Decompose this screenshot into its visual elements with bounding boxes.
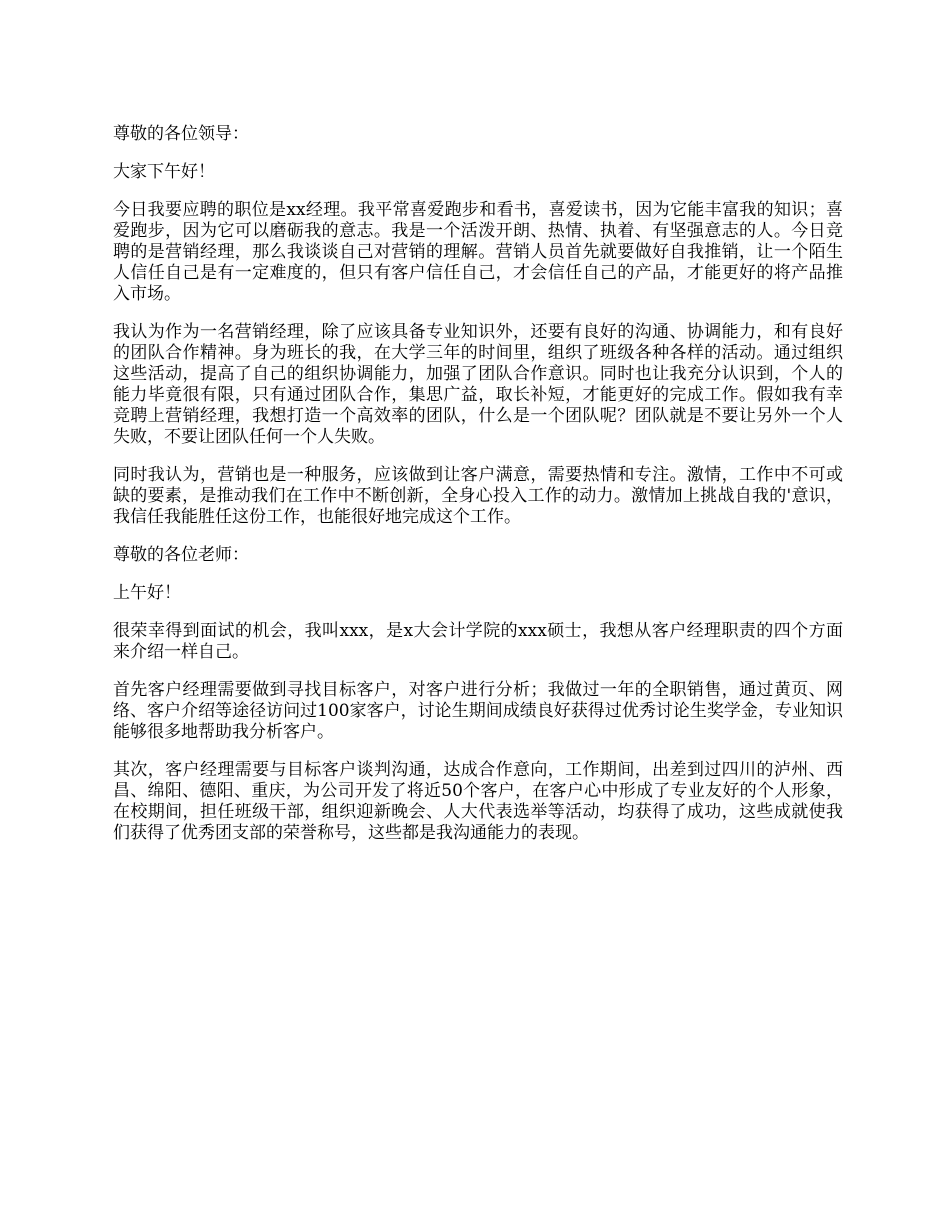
- paragraph-service-passion: 同时我认为，营销也是一种服务，应该做到让客户满意，需要热情和专注。激情，工作中不可或缺的要素，是推动我们在工作中不断创新，全身心投入工作的动力。激情加上挑战自我的'意识，我信任我能胜任这份工作，也能很好地完成这个工作。: [113, 465, 843, 527]
- paragraph-find-customers: 首先客户经理需要做到寻找目标客户，对客户进行分析；我做过一年的全职销售，通过黄页、网络、客户介绍等途径访问过100家客户，讨论生期间成绩良好获得过优秀讨论生奖学金，专业知识能够很多地帮助我分析客户。: [113, 680, 843, 742]
- paragraph-interview-intro: 很荣幸得到面试的机会，我叫xxx，是x大会计学院的xxx硕士，我想从客户经理职责的四个方面来介绍一样自己。: [113, 621, 843, 662]
- salutation-teachers: 尊敬的各位老师：: [113, 545, 249, 565]
- paragraph-negotiation: 其次，客户经理需要与目标客户谈判沟通，达成合作意向，工作期间，出差到过四川的泸州、西昌、绵阳、德阳、重庆，为公司开发了将近50个客户，在客户心中形成了专业友好的个人形象，在校期间，担任班级干部，组织迎新晚会、人大代表选举等活动，均获得了成功，这些成就使我们获得了优秀团支部的荣誉称号，这些都是我沟通能力的表现。: [113, 760, 843, 843]
- paragraph-teamwork: 我认为作为一名营销经理，除了应该具备专业知识外，还要有良好的沟通、协调能力，和有良好的团队合作精神。身为班长的我，在大学三年的时间里，组织了班级各种各样的活动。通过组织这些活动，提高了自己的组织协调能力，加强了团队合作意识。同时也让我充分认识到，个人的能力毕竟很有限，只有通过团队合作，集思广益，取长补短，才能更好的完成工作。假如我有幸竞聘上营销经理，我想打造一个高效率的团队，什么是一个团队呢？团队就是不要让另外一个人失败，不要让团队任何一个人失败。: [113, 322, 843, 447]
- greeting-afternoon: 大家下午好！: [113, 162, 215, 182]
- salutation-leaders: 尊敬的各位领导：: [113, 124, 249, 144]
- paragraph-self-introduction: 今日我要应聘的职位是xx经理。我平常喜爱跑步和看书，喜爱读书，因为它能丰富我的知识；喜爱跑步，因为它可以磨砺我的意志。我是一个活泼开朗、热情、执着、有坚强意志的人。今日竞聘的是营销经理，那么我谈谈自己对营销的理解。营销人员首先就要做好自我推销，让一个陌生人信任自己是有一定难度的，但只有客户信任自己，才会信任自己的产品，才能更好的将产品推入市场。: [113, 200, 843, 304]
- greeting-morning: 上午好！: [113, 583, 181, 603]
- document-page: [113, 124, 843, 861]
